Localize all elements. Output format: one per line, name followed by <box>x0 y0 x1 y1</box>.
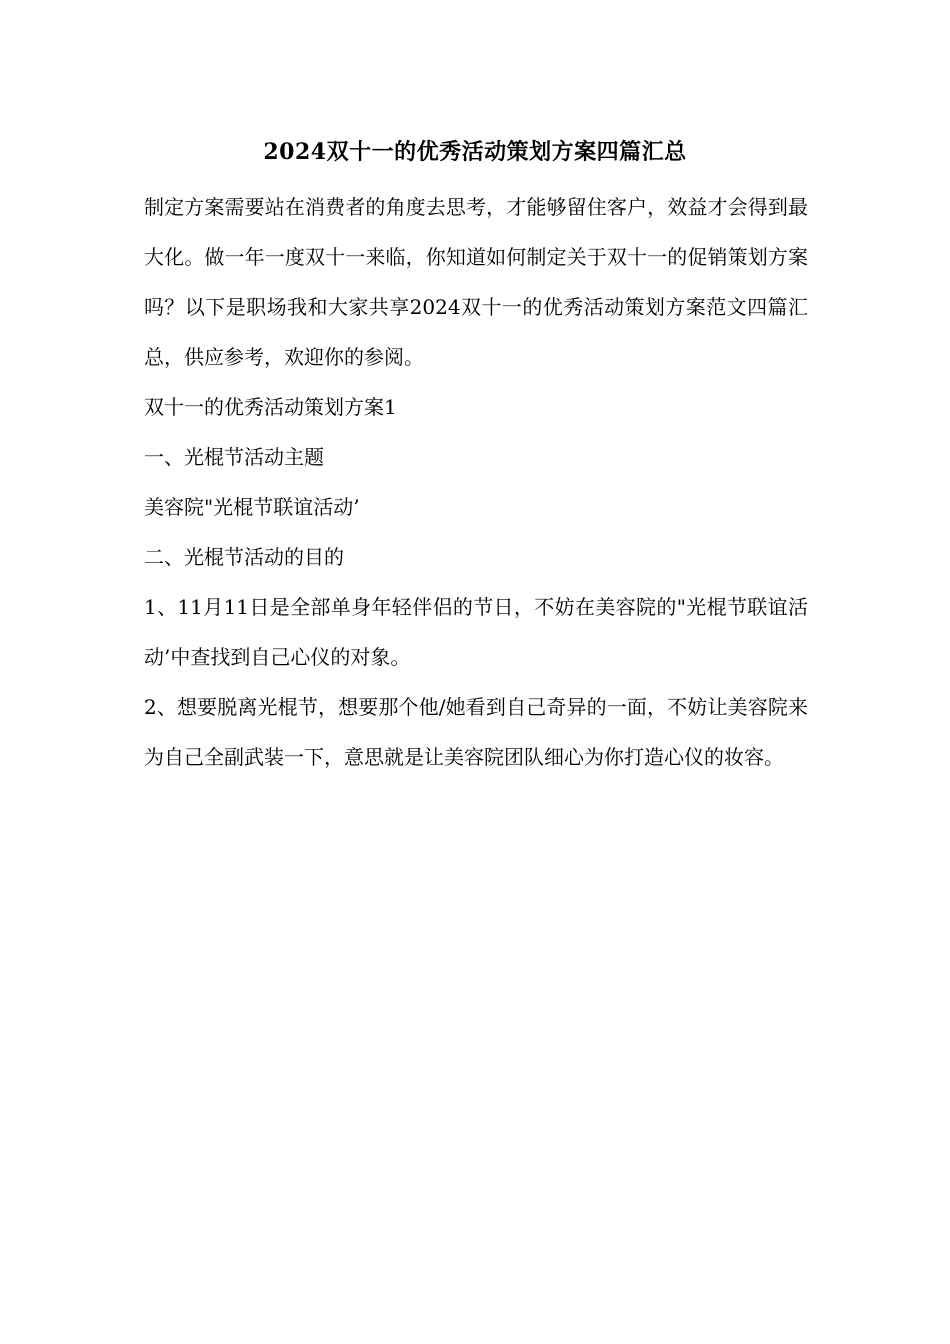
purpose-item-1: 1、11月11日是全部单身年轻伴侣的节日，不妨在美容院的"光棍节联谊活动’中查找到自己心仪的对象。 <box>144 595 808 669</box>
section-heading-purpose: 二、光棍节活动的目的 <box>144 545 344 569</box>
document-body <box>144 182 808 782</box>
document-title: 2024双十一的优秀活动策划方案四篇汇总 <box>263 139 687 165</box>
plan-heading: 双十一的优秀活动策划方案1 <box>144 395 397 419</box>
section-heading-theme: 一、光棍节活动主题 <box>144 445 324 469</box>
purpose-item-2: 2、想要脱离光棍节，想要那个他/她看到自己奇异的一面，不妨让美容院来为自己全副武装一下，意思就是让美容院团队细心为你打造心仪的妆容。 <box>144 695 808 769</box>
intro-paragraph: 制定方案需要站在消费者的角度去思考，才能够留住客户，效益才会得到最大化。做一年一度双十一来临，你知道如何制定关于双十一的促销策划方案吗？以下是职场我和大家共享2024双十一的优秀活动策划方案范文四篇汇总，供应参考，欢迎你的参阅。 <box>144 195 808 369</box>
theme-paragraph: 美容院"光棍节联谊活动’ <box>144 495 360 519</box>
